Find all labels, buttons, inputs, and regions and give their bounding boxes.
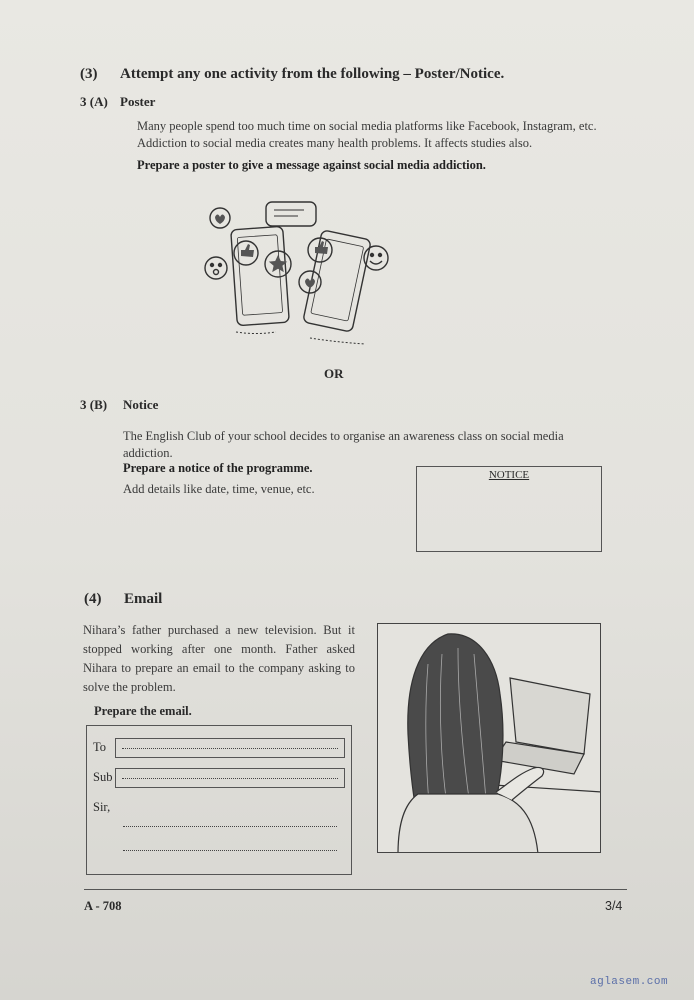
notice-box-title: NOTICE (488, 469, 530, 481)
paper-code: A - 708 (84, 899, 122, 913)
poster-instruction: Prepare a poster to give a message against social media addiction. (137, 158, 486, 172)
footer-rule (84, 889, 627, 890)
email-form-box (86, 725, 352, 875)
social-media-phones-illustration (200, 198, 400, 358)
girl-using-laptop-illustration (377, 623, 601, 853)
option-3b-heading (80, 397, 158, 413)
email-body-line-1 (123, 826, 337, 827)
notice-details: Add details like date, time, venue, etc. (123, 482, 315, 496)
option-3a-title: Poster (120, 94, 156, 109)
email-description: Nihara’s father purchased a new television. But it stopped working after one month. Father asked Nihara to prepare an email to the company asking to solve the problem. (83, 623, 355, 694)
option-3a-heading (80, 94, 155, 110)
section-3-heading (80, 66, 504, 83)
email-instruction: Prepare the email. (94, 704, 192, 718)
or-separator: OR (324, 366, 344, 381)
section-3-title: Attempt any one activity from the following – Poster/Notice. (120, 66, 505, 82)
email-to-label: To (93, 740, 107, 754)
page-number: 3/4 (605, 899, 623, 913)
option-3a-label: 3 (A) (80, 94, 108, 109)
section-4-number: (4) (84, 591, 102, 607)
email-body-line-2 (123, 850, 337, 851)
email-sub-label: Sub (93, 770, 113, 784)
option-3b-label: 3 (B) (80, 397, 108, 412)
notice-instruction: Prepare a notice of the programme. (123, 461, 313, 475)
email-subject-field (115, 768, 345, 788)
section-4-heading (84, 591, 162, 608)
email-salutation: Sir, (93, 800, 111, 814)
section-3-number: (3) (80, 66, 98, 82)
notice-answer-box (416, 466, 602, 552)
watermark: aglasem.com (590, 976, 669, 988)
option-3b-title: Notice (123, 397, 159, 412)
poster-description: Many people spend too much time on social media platforms like Facebook, Instagram, etc. Addiction to social media creates many health problems. It affects studies also. (137, 119, 597, 150)
email-to-field (115, 738, 345, 758)
notice-description: The English Club of your school decides to organise an awareness class on social media addiction. (123, 429, 564, 460)
section-4-title: Email (124, 591, 163, 607)
